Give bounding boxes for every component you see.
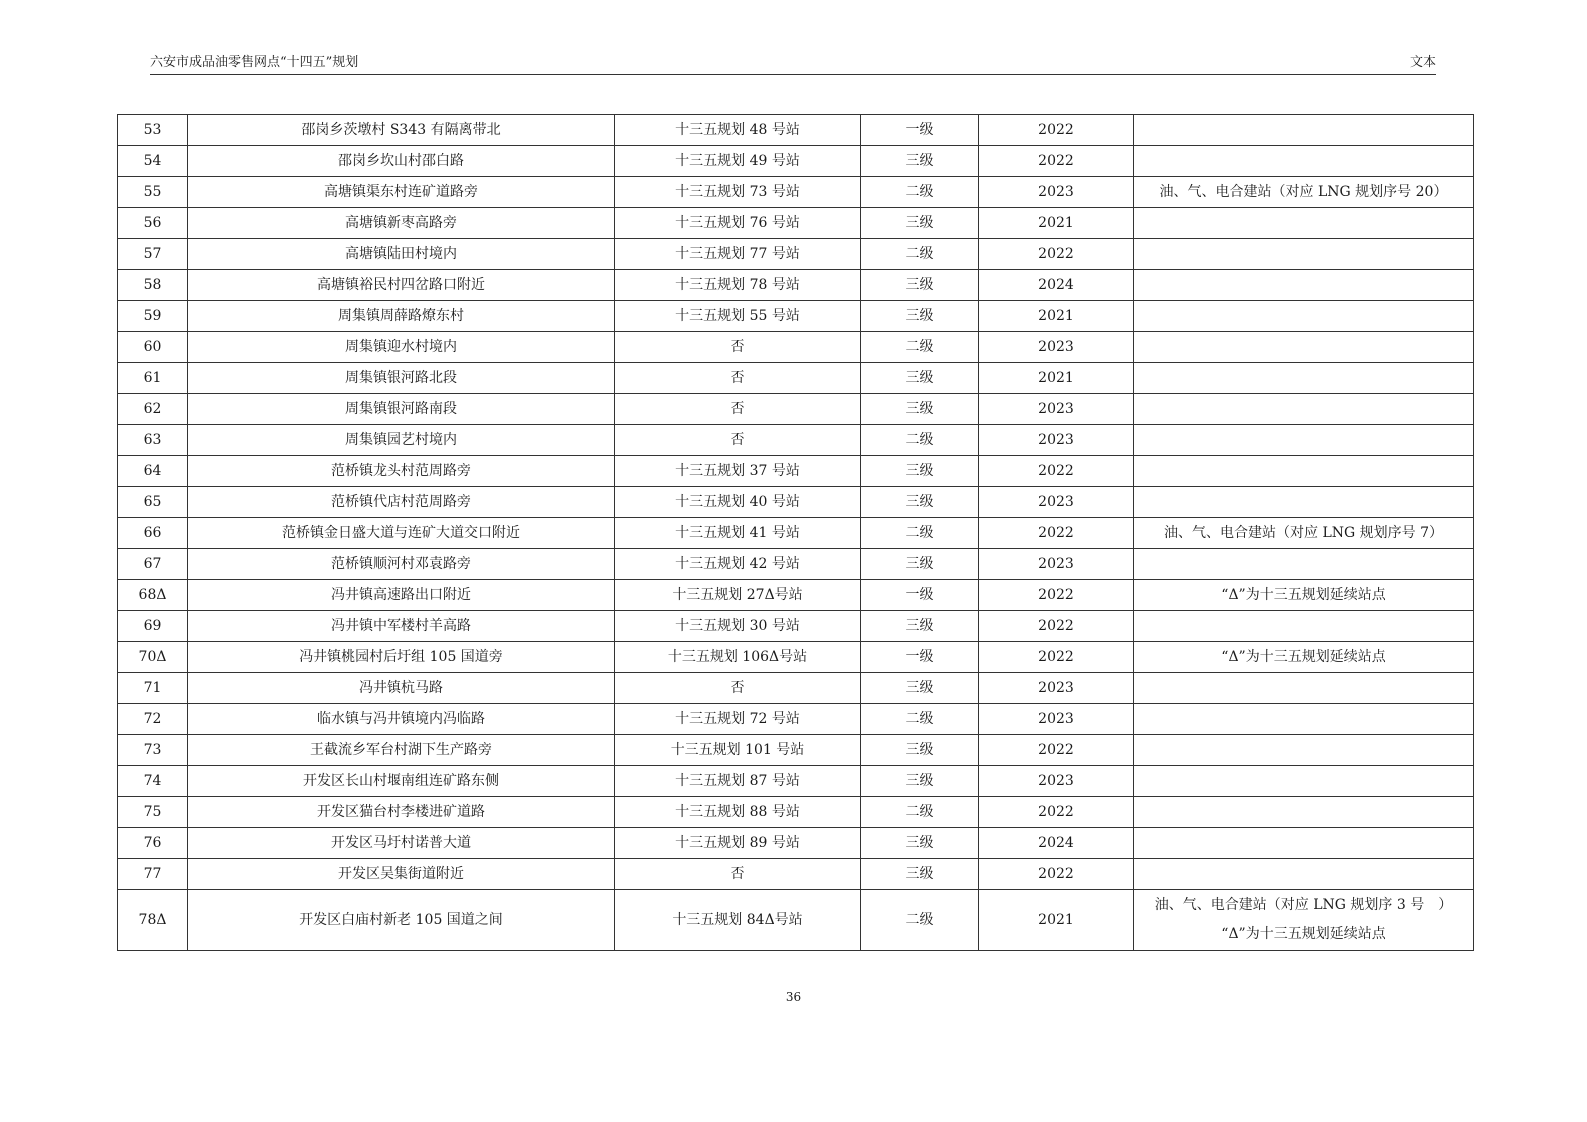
cell-location: 邵岗乡茨墩村 S343 有隔离带北 <box>188 115 615 146</box>
cell-level: 二级 <box>861 890 979 951</box>
cell-note <box>1134 394 1474 425</box>
page-header <box>150 56 1436 75</box>
cell-year: 2023 <box>979 549 1134 580</box>
cell-no: 68Δ <box>118 580 188 611</box>
cell-note <box>1134 487 1474 518</box>
cell-location: 范桥镇代店村范周路旁 <box>188 487 615 518</box>
cell-location: 周集镇周薛路燎东村 <box>188 301 615 332</box>
cell-no: 67 <box>118 549 188 580</box>
table-row <box>118 301 1474 332</box>
cell-note: 油、气、电合建站（对应 LNG 规划序号 7） <box>1134 518 1474 549</box>
cell-year: 2023 <box>979 177 1134 208</box>
cell-note <box>1134 766 1474 797</box>
cell-year: 2021 <box>979 208 1134 239</box>
cell-no: 75 <box>118 797 188 828</box>
cell-note <box>1134 890 1474 951</box>
cell-location: 冯井镇中军楼村羊高路 <box>188 611 615 642</box>
table-row <box>118 425 1474 456</box>
cell-note <box>1134 239 1474 270</box>
cell-year: 2021 <box>979 301 1134 332</box>
cell-no: 56 <box>118 208 188 239</box>
cell-year: 2023 <box>979 704 1134 735</box>
cell-level: 三级 <box>861 673 979 704</box>
cell-origin: 十三五规划 55 号站 <box>615 301 861 332</box>
cell-origin: 否 <box>615 332 861 363</box>
cell-origin: 十三五规划 88 号站 <box>615 797 861 828</box>
cell-note <box>1134 611 1474 642</box>
table-row <box>118 332 1474 363</box>
cell-location: 周集镇银河路南段 <box>188 394 615 425</box>
cell-origin: 十三五规划 30 号站 <box>615 611 861 642</box>
table-row <box>118 270 1474 301</box>
page-number: 36 <box>785 990 802 1004</box>
cell-year: 2022 <box>979 146 1134 177</box>
cell-origin: 十三五规划 106Δ号站 <box>615 642 861 673</box>
cell-level: 二级 <box>861 332 979 363</box>
cell-year: 2022 <box>979 735 1134 766</box>
cell-level: 三级 <box>861 208 979 239</box>
cell-note <box>1134 208 1474 239</box>
cell-no: 55 <box>118 177 188 208</box>
cell-location: 开发区白庙村新老 105 国道之间 <box>188 890 615 951</box>
cell-location: 王截流乡军台村湖下生产路旁 <box>188 735 615 766</box>
cell-location: 临水镇与冯井镇境内冯临路 <box>188 704 615 735</box>
cell-note <box>1134 549 1474 580</box>
cell-location: 邵岗乡坎山村邵白路 <box>188 146 615 177</box>
cell-note <box>1134 797 1474 828</box>
cell-no: 58 <box>118 270 188 301</box>
cell-level: 二级 <box>861 518 979 549</box>
cell-year: 2021 <box>979 363 1134 394</box>
cell-year: 2022 <box>979 456 1134 487</box>
station-table-body <box>118 115 1474 951</box>
cell-no: 61 <box>118 363 188 394</box>
cell-year: 2022 <box>979 115 1134 146</box>
cell-year: 2023 <box>979 332 1134 363</box>
cell-level: 一级 <box>861 115 979 146</box>
cell-year: 2022 <box>979 518 1134 549</box>
table-row <box>118 797 1474 828</box>
cell-location: 开发区马圩村诺普大道 <box>188 828 615 859</box>
cell-origin: 十三五规划 76 号站 <box>615 208 861 239</box>
note-line-2: “Δ”为十三五规划延续站点 <box>1221 926 1386 942</box>
cell-no: 62 <box>118 394 188 425</box>
cell-year: 2022 <box>979 611 1134 642</box>
cell-level: 三级 <box>861 828 979 859</box>
note-line-1: 油、气、电合建站（对应 LNG 规划序 3 号 ） <box>1154 897 1453 913</box>
table-row <box>118 487 1474 518</box>
cell-no: 63 <box>118 425 188 456</box>
cell-origin: 十三五规划 77 号站 <box>615 239 861 270</box>
cell-location: 开发区长山村堰南组连矿路东侧 <box>188 766 615 797</box>
cell-level: 三级 <box>861 456 979 487</box>
station-table <box>117 114 1474 951</box>
cell-level: 三级 <box>861 611 979 642</box>
cell-no: 65 <box>118 487 188 518</box>
cell-location: 周集镇银河路北段 <box>188 363 615 394</box>
cell-origin: 否 <box>615 673 861 704</box>
cell-note <box>1134 735 1474 766</box>
cell-no: 73 <box>118 735 188 766</box>
cell-origin: 十三五规划 72 号站 <box>615 704 861 735</box>
cell-note: “Δ”为十三五规划延续站点 <box>1134 580 1474 611</box>
cell-note <box>1134 828 1474 859</box>
cell-note <box>1134 363 1474 394</box>
cell-no: 78Δ <box>118 890 188 951</box>
cell-no: 69 <box>118 611 188 642</box>
cell-origin: 十三五规划 27Δ号站 <box>615 580 861 611</box>
cell-note <box>1134 425 1474 456</box>
cell-origin: 十三五规划 84Δ号站 <box>615 890 861 951</box>
cell-location: 高塘镇陆田村境内 <box>188 239 615 270</box>
cell-origin: 否 <box>615 425 861 456</box>
cell-note <box>1134 704 1474 735</box>
table-row <box>118 735 1474 766</box>
cell-origin: 十三五规划 101 号站 <box>615 735 861 766</box>
cell-location: 冯井镇杭马路 <box>188 673 615 704</box>
cell-note <box>1134 270 1474 301</box>
cell-year: 2022 <box>979 859 1134 890</box>
cell-origin: 十三五规划 37 号站 <box>615 456 861 487</box>
cell-level: 三级 <box>861 859 979 890</box>
cell-note <box>1134 456 1474 487</box>
cell-level: 三级 <box>861 549 979 580</box>
cell-no: 54 <box>118 146 188 177</box>
table-row <box>118 208 1474 239</box>
cell-no: 77 <box>118 859 188 890</box>
table-row <box>118 239 1474 270</box>
cell-year: 2023 <box>979 766 1134 797</box>
table-row <box>118 642 1474 673</box>
cell-year: 2024 <box>979 270 1134 301</box>
cell-year: 2023 <box>979 673 1134 704</box>
cell-year: 2024 <box>979 828 1134 859</box>
cell-level: 三级 <box>861 363 979 394</box>
cell-origin: 十三五规划 40 号站 <box>615 487 861 518</box>
cell-no: 72 <box>118 704 188 735</box>
cell-level: 一级 <box>861 642 979 673</box>
cell-level: 二级 <box>861 704 979 735</box>
cell-year: 2023 <box>979 394 1134 425</box>
table-row <box>118 363 1474 394</box>
cell-no: 59 <box>118 301 188 332</box>
cell-level: 三级 <box>861 394 979 425</box>
cell-location: 范桥镇顺河村邓袁路旁 <box>188 549 615 580</box>
cell-origin: 十三五规划 89 号站 <box>615 828 861 859</box>
cell-origin: 十三五规划 73 号站 <box>615 177 861 208</box>
cell-location: 高塘镇新枣高路旁 <box>188 208 615 239</box>
cell-origin: 十三五规划 87 号站 <box>615 766 861 797</box>
cell-level: 二级 <box>861 425 979 456</box>
table-row <box>118 177 1474 208</box>
cell-location: 周集镇园艺村境内 <box>188 425 615 456</box>
cell-level: 三级 <box>861 301 979 332</box>
table-row <box>118 456 1474 487</box>
cell-note <box>1134 673 1474 704</box>
cell-origin: 十三五规划 42 号站 <box>615 549 861 580</box>
cell-origin: 十三五规划 48 号站 <box>615 115 861 146</box>
cell-level: 二级 <box>861 177 979 208</box>
cell-no: 57 <box>118 239 188 270</box>
cell-no: 64 <box>118 456 188 487</box>
cell-origin: 十三五规划 78 号站 <box>615 270 861 301</box>
cell-note <box>1134 332 1474 363</box>
cell-year: 2021 <box>979 890 1134 951</box>
cell-location: 冯井镇桃园村后圩组 105 国道旁 <box>188 642 615 673</box>
table-row <box>118 394 1474 425</box>
cell-no: 66 <box>118 518 188 549</box>
table-row <box>118 828 1474 859</box>
cell-year: 2022 <box>979 580 1134 611</box>
cell-level: 三级 <box>861 487 979 518</box>
cell-origin: 否 <box>615 363 861 394</box>
table-row <box>118 890 1474 951</box>
table-row <box>118 673 1474 704</box>
table-row <box>118 549 1474 580</box>
cell-location: 范桥镇龙头村范周路旁 <box>188 456 615 487</box>
cell-no: 74 <box>118 766 188 797</box>
table-row <box>118 704 1474 735</box>
cell-year: 2023 <box>979 487 1134 518</box>
cell-origin: 否 <box>615 394 861 425</box>
cell-location: 范桥镇金日盛大道与连矿大道交口附近 <box>188 518 615 549</box>
cell-note <box>1134 301 1474 332</box>
cell-year: 2022 <box>979 797 1134 828</box>
table-row <box>118 611 1474 642</box>
cell-note <box>1134 115 1474 146</box>
cell-location: 高塘镇裕民村四岔路口附近 <box>188 270 615 301</box>
cell-no: 60 <box>118 332 188 363</box>
cell-location: 冯井镇高速路出口附近 <box>188 580 615 611</box>
cell-no: 70Δ <box>118 642 188 673</box>
cell-origin: 否 <box>615 859 861 890</box>
table-row <box>118 518 1474 549</box>
table-row <box>118 115 1474 146</box>
table-row <box>118 580 1474 611</box>
cell-level: 三级 <box>861 146 979 177</box>
cell-level: 一级 <box>861 580 979 611</box>
cell-note <box>1134 146 1474 177</box>
cell-location: 开发区猫台村李楼进矿道路 <box>188 797 615 828</box>
cell-location: 高塘镇渠东村连矿道路旁 <box>188 177 615 208</box>
document-title: 六安市成品油零售网点“十四五”规划 <box>150 55 359 70</box>
cell-origin: 十三五规划 49 号站 <box>615 146 861 177</box>
cell-location: 周集镇迎水村境内 <box>188 332 615 363</box>
cell-level: 三级 <box>861 735 979 766</box>
cell-no: 71 <box>118 673 188 704</box>
table-row <box>118 146 1474 177</box>
table-row <box>118 766 1474 797</box>
cell-note: 油、气、电合建站（对应 LNG 规划序号 20） <box>1134 177 1474 208</box>
table-row <box>118 859 1474 890</box>
cell-level: 三级 <box>861 766 979 797</box>
cell-no: 76 <box>118 828 188 859</box>
cell-no: 53 <box>118 115 188 146</box>
cell-level: 二级 <box>861 239 979 270</box>
cell-year: 2022 <box>979 642 1134 673</box>
cell-year: 2022 <box>979 239 1134 270</box>
cell-origin: 十三五规划 41 号站 <box>615 518 861 549</box>
cell-level: 三级 <box>861 270 979 301</box>
cell-location: 开发区吴集街道附近 <box>188 859 615 890</box>
section-label: 文本 <box>1409 55 1436 70</box>
cell-note: “Δ”为十三五规划延续站点 <box>1134 642 1474 673</box>
cell-note <box>1134 859 1474 890</box>
cell-level: 二级 <box>861 797 979 828</box>
cell-year: 2023 <box>979 425 1134 456</box>
